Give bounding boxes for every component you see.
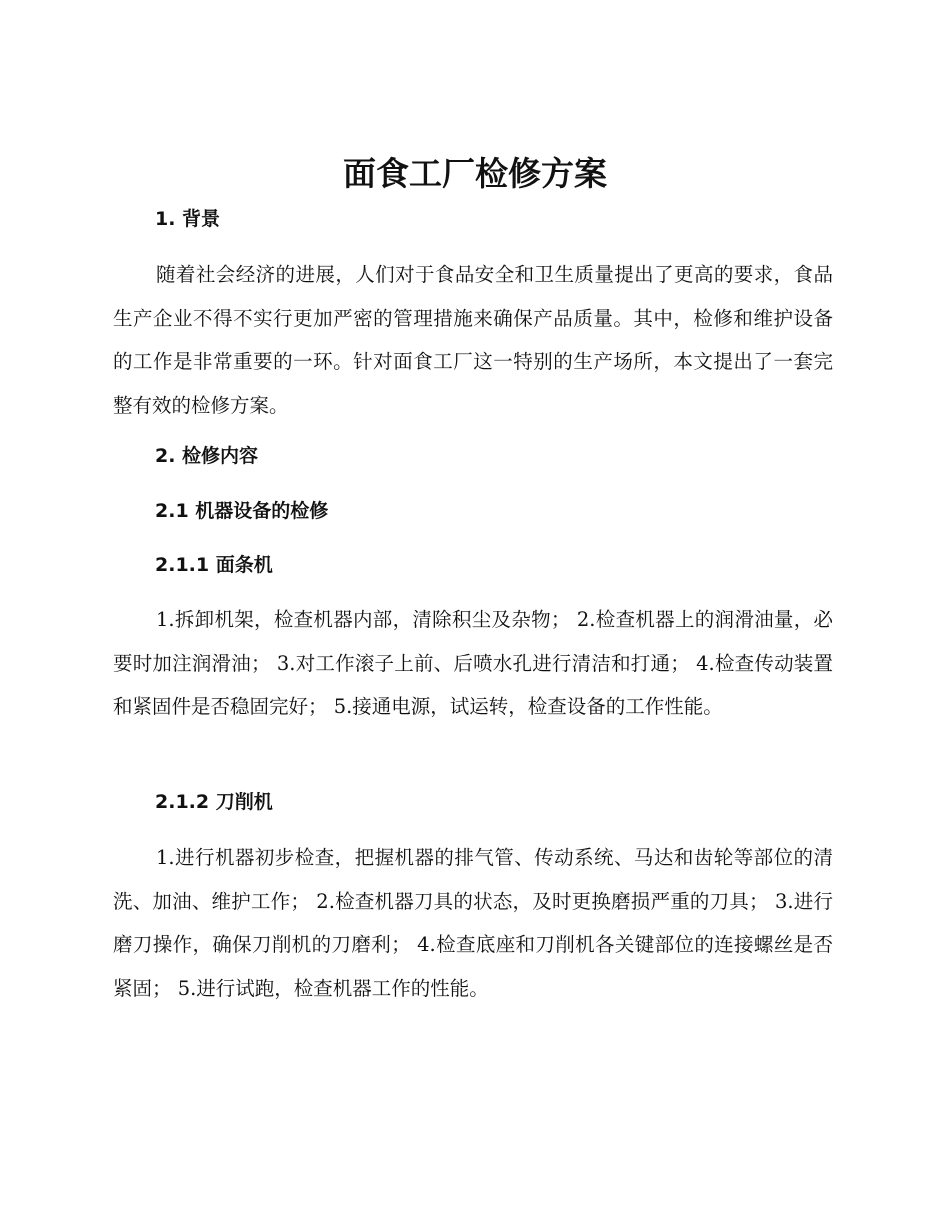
paragraph-background: 随着社会经济的进展，人们对于食品安全和卫生质量提出了更高的要求，食品生产企业不得不实行更加严密的管理措施来确保产品质量。其中，检修和维护设备的工作是非常重要的一环。针对面食工厂这一特别的生产场所，本文提出了一套完整有效的检修方案。 — [113, 263, 833, 417]
section-heading-machine-maintenance: 2.1 机器设备的检修 — [155, 500, 329, 522]
section-heading-maintenance-content: 2. 检修内容 — [155, 445, 259, 467]
section-heading-knife-cut-machine: 2.1.2 刀削机 — [155, 791, 273, 813]
section-heading-noodle-machine: 2.1.1 面条机 — [155, 554, 273, 576]
paragraph-knife-cut-machine: 1.进行机器初步检查，把握机器的排气管、传动系统、马达和齿轮等部位的清洗、加油、维护工作； 2.检查机器刀具的状态，及时更换磨损严重的刀具； 3.进行磨刀操作，确保刀削机的刀磨利； 4.检查底座和刀削机各关键部位的连接螺丝是否紧固； 5.进行试跑，检查机器工作的性能。 — [113, 846, 833, 1000]
document-title: 面食工厂检修方案 — [343, 154, 607, 193]
paragraph-noodle-machine: 1.拆卸机架，检查机器内部，清除积尘及杂物； 2.检查机器上的润滑油量，必要时加注润滑油； 3.对工作滚子上前、后喷水孔进行清洁和打通； 4.检查传动装置和紧固件是否稳固完好； 5.接通电源，试运转，检查设备的工作性能。 — [113, 608, 833, 718]
section-heading-background: 1. 背景 — [155, 208, 221, 230]
